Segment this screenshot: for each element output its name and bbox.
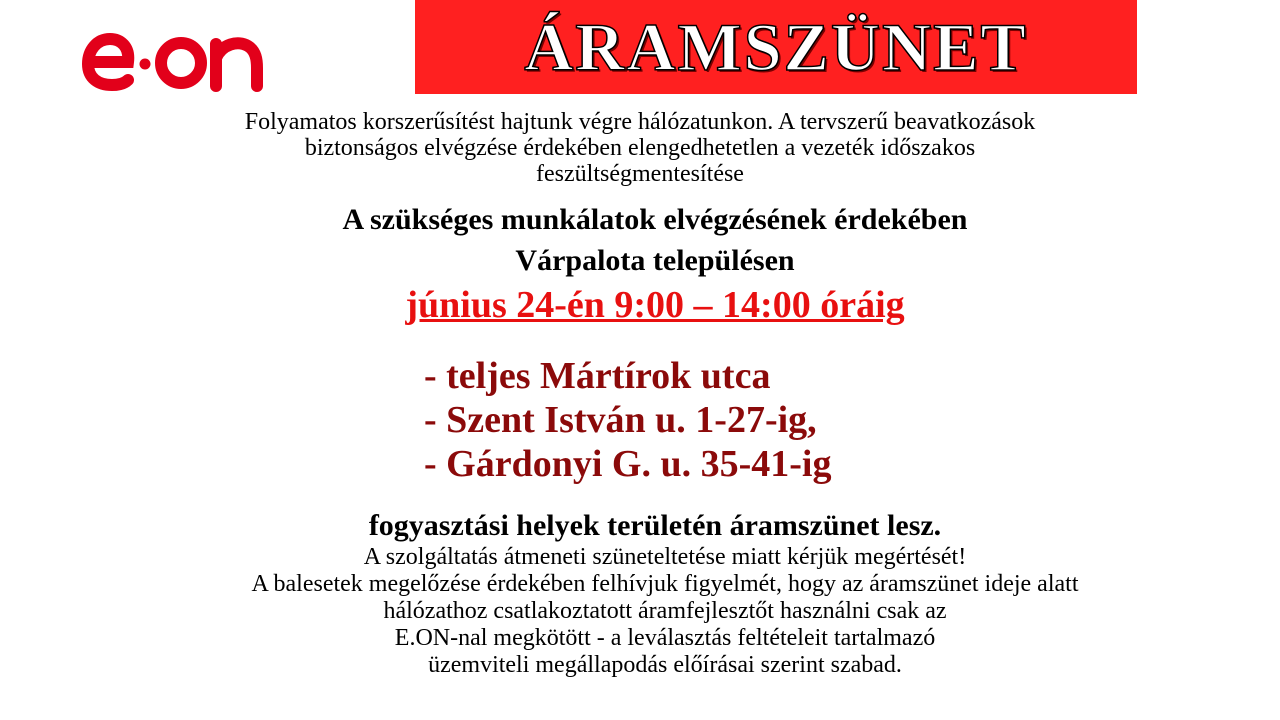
lead-line-1: A szükséges munkálatok elvégzésének érdekében — [342, 203, 968, 236]
notice-line: A szolgáltatás átmeneti szüneteltetése miatt kérjük megértését! — [363, 544, 967, 570]
intro-paragraph — [0, 109, 1280, 187]
outage-summary: fogyasztási helyek területén áramszünet lesz. — [368, 509, 942, 542]
eon-logo — [80, 22, 276, 98]
lead-line-2-location: Várpalota településen — [515, 244, 795, 277]
eon-logo-icon — [80, 22, 276, 98]
notice-line: A balesetek megelőzése érdekében felhívjuk figyelmét, hogy az áramszünet ideje alatt — [251, 571, 1079, 597]
banner-title: ÁRAMSZÜNET — [524, 9, 1028, 85]
notice-line: üzemviteli megállapodás előírásai szerint szabad. — [428, 652, 902, 678]
lead-heading — [0, 199, 1280, 281]
intro-line: biztonságos elvégzése érdekében elengedhetetlen a vezeték időszakos — [304, 135, 976, 161]
street-item: - Gárdonyi G. u. 35-41-ig — [424, 443, 832, 485]
safety-notice — [0, 544, 1280, 679]
outage-date-time: június 24-én 9:00 – 14:00 óráig — [405, 284, 905, 326]
intro-line: Folyamatos korszerűsítést hajtunk végre hálózatunkon. A tervszerű beavatkozások — [244, 109, 1036, 135]
notice-line: hálózathoz csatlakoztatott áramfejlesztőt használni csak az — [383, 598, 947, 624]
street-item: - Szent István u. 1-27-ig, — [424, 399, 817, 441]
street-item: - teljes Mártírok utca — [424, 355, 771, 397]
outage-banner — [415, 0, 1137, 94]
intro-line: feszültségmentesítése — [536, 161, 744, 187]
affected-streets-list — [424, 354, 831, 486]
notice-line: E.ON-nal megkötött - a leválasztás feltételeit tartalmazó — [394, 625, 936, 651]
